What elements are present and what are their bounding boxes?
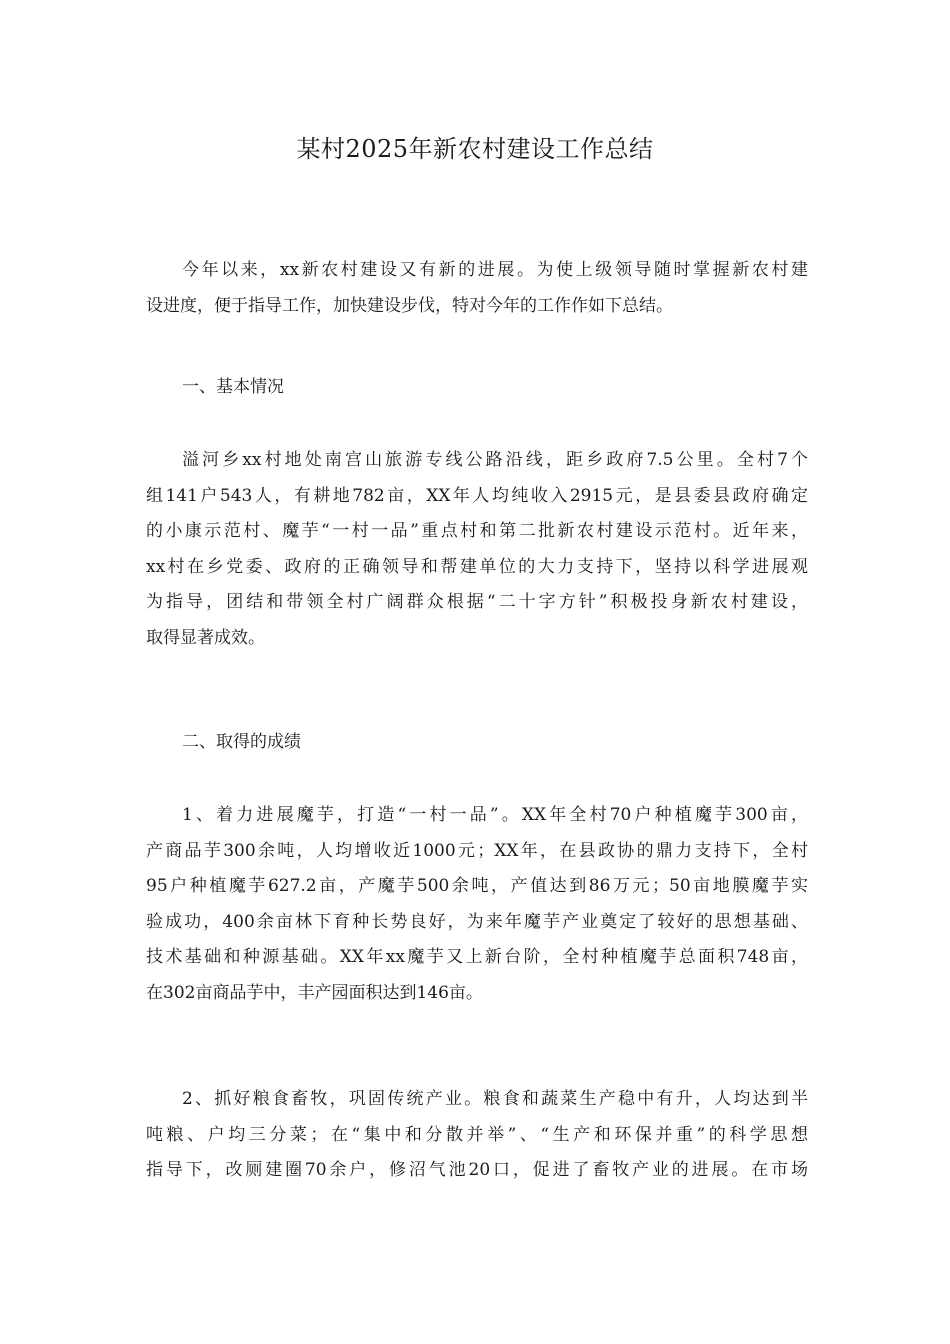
intro-paragraph xyxy=(146,253,808,324)
paragraph-line: 取得显著成效。 xyxy=(146,627,265,648)
paragraph-line: 2、抓好粮食畜牧，巩固传统产业。粮食和蔬菜生产稳中有升，人均达到半 xyxy=(182,1089,808,1109)
section-heading-basic: 一、基本情况 xyxy=(182,377,284,397)
paragraph-line: 在302亩商品芋中，丰产园面积达到146亩。 xyxy=(146,982,483,1003)
paragraph-line: 技术基础和种源基础。XX年xx魔芋又上新台阶，全村种植魔芋总面积748亩， xyxy=(146,947,808,967)
item2-paragraph xyxy=(146,1082,808,1189)
paragraph-line: xx村在乡党委、政府的正确领导和帮建单位的大力支持下，坚持以科学进展观 xyxy=(146,556,808,577)
paragraph-line: 的小康示范村、魔芋“一村一品”重点村和第二批新农村建设示范村。近年来， xyxy=(146,521,808,541)
paragraph-line: 1、着力进展魔芋，打造“一村一品”。XX年全村70户种植魔芋300亩， xyxy=(182,805,808,825)
paragraph-line: 溢河乡xx村地处南宫山旅游专线公路沿线，距乡政府7.5公里。全村7个 xyxy=(182,450,808,470)
document-title: 某村2025年新农村建设工作总结 xyxy=(296,135,654,163)
paragraph-line: 产商品芋300余吨，人均增收近1000元；XX年，在县政协的鼎力支持下，全村 xyxy=(146,840,808,861)
paragraph-line: 组141户543人，有耕地782亩，XX年人均纯收入2915元，是县委县政府确定 xyxy=(146,485,808,506)
paragraph-line: 指导下，改厕建圈70余户，修沼气池20口，促进了畜牧产业的进展。在市场 xyxy=(146,1160,808,1180)
paragraph-line: 今年以来，xx新农村建设又有新的进展。为使上级领导随时掌握新农村建 xyxy=(182,260,808,280)
paragraph-line: 吨粮、户均三分菜；在“集中和分散并举”、“生产和环保并重”的科学思想 xyxy=(146,1124,808,1145)
paragraph-line: 为指导，团结和带领全村广阔群众根据“二十字方针”积极投身新农村建设， xyxy=(146,592,808,612)
paragraph-line: 验成功，400余亩林下育种长势良好，为来年魔芋产业奠定了较好的思想基础、 xyxy=(146,911,808,932)
section-heading-achievements: 二、取得的成绩 xyxy=(182,732,301,752)
paragraph-line: 设进度，便于指导工作，加快建设步伐，特对今年的工作作如下总结。 xyxy=(146,295,673,316)
item1-paragraph xyxy=(146,798,808,1011)
paragraph-line: 95户种植魔芋627.2亩，产魔芋500余吨，产值达到86万元；50亩地膜魔芋实 xyxy=(146,876,808,896)
basic-paragraph xyxy=(146,443,808,656)
